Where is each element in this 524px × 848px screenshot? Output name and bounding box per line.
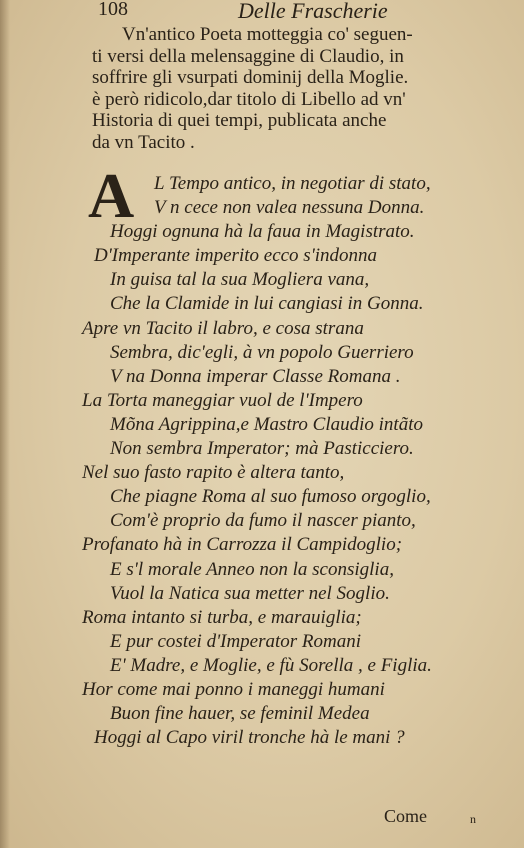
poem-line: Profanato hà in Carrozza il Campidoglio; [82, 534, 403, 556]
poem-line: E' Madre, e Moglie, e fù Sorella , e Figlia. [110, 654, 432, 676]
poem-line: Sembra, dic'egli, à vn popolo Guerriero [110, 341, 414, 363]
poem-line: D'Imperante imperito ecco s'indonna [94, 245, 378, 267]
prose-line: ti versi della melensaggine di Claudio, in [92, 45, 404, 67]
poem-line: Nel suo fasto rapito è altera tanto, [82, 462, 345, 484]
poem-line: E pur costei d'Imperator Romani [110, 630, 362, 652]
poem-line: Vuol la Natica sua metter nel Soglio. [110, 582, 390, 604]
poem-line: In guisa tal la sua Mogliera vana, [110, 269, 370, 291]
poem-line: L Tempo antico, in negotiar di stato, [154, 173, 431, 194]
poem-line: Buon fine hauer, se feminil Medea [110, 703, 370, 725]
poem-line: Hoggi ognuna hà la faua in Magistrato. [110, 221, 415, 243]
catchword: Come [384, 806, 427, 826]
prose-line: è però ridicolo,dar titolo di Libello ad vn' [92, 88, 406, 110]
prose-line: soffrire gli vsurpati dominij della Moglie. [92, 67, 409, 88]
poem-line: Mõna Agrippina,e Mastro Claudio intãto [110, 413, 423, 435]
poem-line: Hoggi al Capo viril tronche hà le mani ? [94, 727, 405, 749]
poem-line: Hor come mai ponno i maneggi humani [82, 678, 385, 700]
signature-mark: n [470, 812, 476, 826]
poem-line: La Torta maneggiar vuol de l'Impero [82, 389, 363, 411]
poem-line: Non sembra Imperator; mà Pasticciero. [110, 438, 414, 460]
poem-line: Che la Clamide in lui cangiasi in Gonna. [110, 293, 424, 315]
drop-cap: A [88, 160, 135, 231]
poem-line: E s'l morale Anneo non la sconsiglia, [110, 558, 394, 580]
prose-line: Vn'antico Poeta motteggia co' seguen- [122, 24, 413, 45]
introductory-prose [92, 24, 502, 153]
prose-line: da vn Tacito . [92, 131, 195, 153]
poem-line: V n cece non valea nessuna Donna. [154, 197, 425, 219]
poem [82, 172, 502, 750]
prose-line: Historia di quei tempi, publicata anche [92, 110, 387, 131]
poem-line: Che piagne Roma al suo fumoso orgoglio, [110, 486, 431, 508]
poem-line: Roma intanto si turba, e marauiglia; [82, 606, 362, 628]
poem-line: Apre vn Tacito il labro, e cosa strana [82, 317, 364, 339]
poem-line: V na Donna imperar Classe Romana . [110, 365, 401, 387]
page-number: 108 [98, 0, 128, 20]
poem-line: Com'è proprio da fumo il nascer pianto, [110, 510, 416, 532]
running-title: Delle Frascherie [238, 0, 388, 23]
page-gutter-shadow [0, 0, 10, 848]
